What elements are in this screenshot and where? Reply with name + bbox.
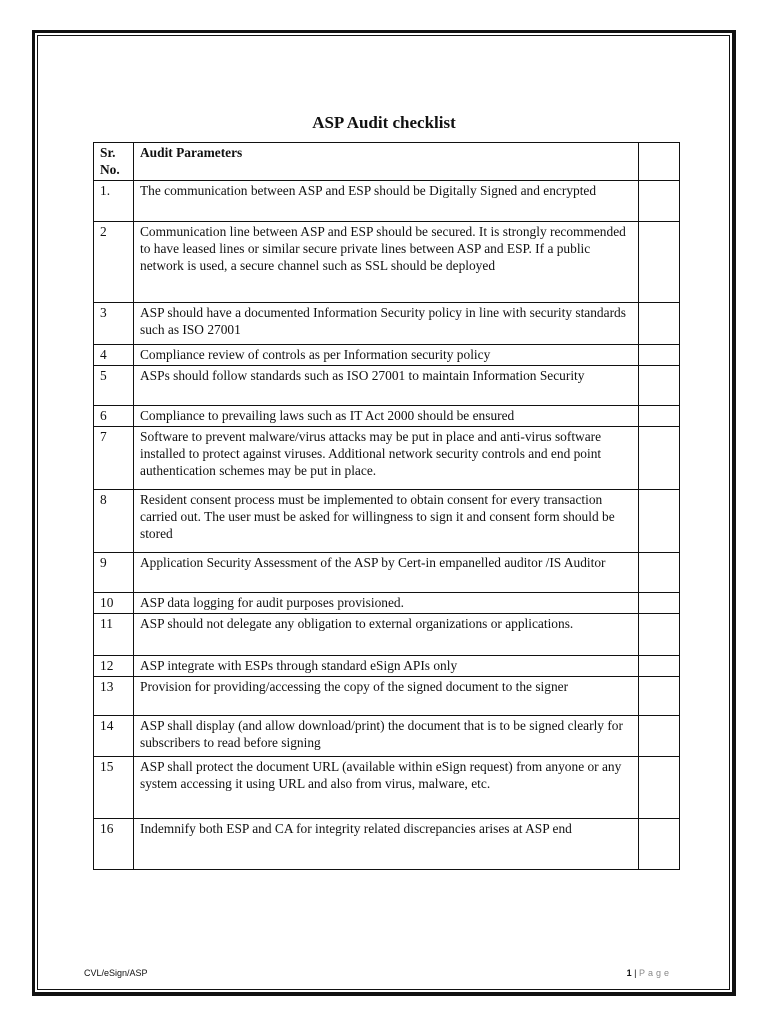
document-title: ASP Audit checklist	[312, 113, 456, 132]
page-separator: |	[634, 968, 637, 978]
table-header-row	[94, 143, 680, 181]
row-status-cell	[639, 553, 680, 593]
row-serial-number: 12	[94, 656, 134, 677]
table-row	[94, 490, 680, 553]
row-audit-parameter: The communication between ASP and ESP should be Digitally Signed and encrypted	[134, 181, 639, 222]
footer-page-number	[627, 968, 672, 978]
table-row	[94, 656, 680, 677]
row-audit-parameter: ASP shall display (and allow download/print) the document that is to be signed clearly for subscribers to read before signing	[134, 716, 639, 757]
row-audit-parameter: Compliance to prevailing laws such as IT Act 2000 should be ensured	[134, 406, 639, 427]
table-row	[94, 677, 680, 716]
row-serial-number: 16	[94, 819, 134, 870]
row-serial-number: 9	[94, 553, 134, 593]
footer-document-code: CVL/eSign/ASP	[84, 968, 148, 978]
row-status-cell	[639, 757, 680, 819]
table-row	[94, 181, 680, 222]
row-audit-parameter: ASP should not delegate any obligation to external organizations or applications.	[134, 614, 639, 656]
row-audit-parameter: Indemnify both ESP and CA for integrity related discrepancies arises at ASP end	[134, 819, 639, 870]
row-serial-number: 14	[94, 716, 134, 757]
row-audit-parameter: ASP data logging for audit purposes provisioned.	[134, 593, 639, 614]
table-row	[94, 593, 680, 614]
row-status-cell	[639, 366, 680, 406]
page-number: 1	[626, 968, 632, 978]
row-serial-number: 15	[94, 757, 134, 819]
row-audit-parameter: Application Security Assessment of the ASP by Cert-in empanelled auditor /IS Auditor	[134, 553, 639, 593]
header-status	[639, 143, 680, 181]
row-status-cell	[639, 716, 680, 757]
row-audit-parameter: Compliance review of controls as per Information security policy	[134, 345, 639, 366]
header-serial-number: Sr. No.	[94, 143, 134, 181]
row-audit-parameter: ASP shall protect the document URL (available within eSign request) from anyone or any system accessing it using URL and also from virus, malware, etc.	[134, 757, 639, 819]
row-serial-number: 10	[94, 593, 134, 614]
row-status-cell	[639, 427, 680, 490]
row-status-cell	[639, 345, 680, 366]
table-row	[94, 757, 680, 819]
row-serial-number: 3	[94, 303, 134, 345]
row-audit-parameter: Resident consent process must be implemented to obtain consent for every transaction carried out. The user must be asked for willingness to sign it and consent form should be stored	[134, 490, 639, 553]
table-row	[94, 345, 680, 366]
row-status-cell	[639, 490, 680, 553]
row-serial-number: 8	[94, 490, 134, 553]
row-status-cell	[639, 181, 680, 222]
row-audit-parameter: Provision for providing/accessing the copy of the signed document to the signer	[134, 677, 639, 716]
row-serial-number: 2	[94, 222, 134, 303]
table-row	[94, 553, 680, 593]
row-status-cell	[639, 656, 680, 677]
row-serial-number: 13	[94, 677, 134, 716]
row-audit-parameter: Communication line between ASP and ESP should be secured. It is strongly recommended to have leased lines or similar secure private lines between ASP and ESP. If a public network is used, a secure channel such as SSL should be deployed	[134, 222, 639, 303]
row-status-cell	[639, 303, 680, 345]
table-row	[94, 406, 680, 427]
row-status-cell	[639, 819, 680, 870]
header-audit-parameters: Audit Parameters	[134, 143, 639, 181]
table-row	[94, 614, 680, 656]
row-status-cell	[639, 677, 680, 716]
row-audit-parameter: Software to prevent malware/virus attacks may be put in place and anti-virus software installed to protect against viruses. Additional network security controls and end point authentication schemes may be put in place.	[134, 427, 639, 490]
row-serial-number: 11	[94, 614, 134, 656]
table-row	[94, 427, 680, 490]
row-audit-parameter: ASPs should follow standards such as ISO 27001 to maintain Information Security	[134, 366, 639, 406]
row-serial-number: 1.	[94, 181, 134, 222]
row-status-cell	[639, 222, 680, 303]
row-status-cell	[639, 406, 680, 427]
row-serial-number: 4	[94, 345, 134, 366]
audit-checklist-table	[93, 142, 680, 870]
table-row	[94, 819, 680, 870]
row-status-cell	[639, 593, 680, 614]
table-row	[94, 366, 680, 406]
row-audit-parameter: ASP integrate with ESPs through standard eSign APIs only	[134, 656, 639, 677]
table-row	[94, 222, 680, 303]
row-status-cell	[639, 614, 680, 656]
table-row	[94, 716, 680, 757]
table-row	[94, 303, 680, 345]
row-audit-parameter: ASP should have a documented Information Security policy in line with security standards such as ISO 27001	[134, 303, 639, 345]
page-label: Page	[638, 968, 672, 978]
row-serial-number: 6	[94, 406, 134, 427]
row-serial-number: 5	[94, 366, 134, 406]
row-serial-number: 7	[94, 427, 134, 490]
